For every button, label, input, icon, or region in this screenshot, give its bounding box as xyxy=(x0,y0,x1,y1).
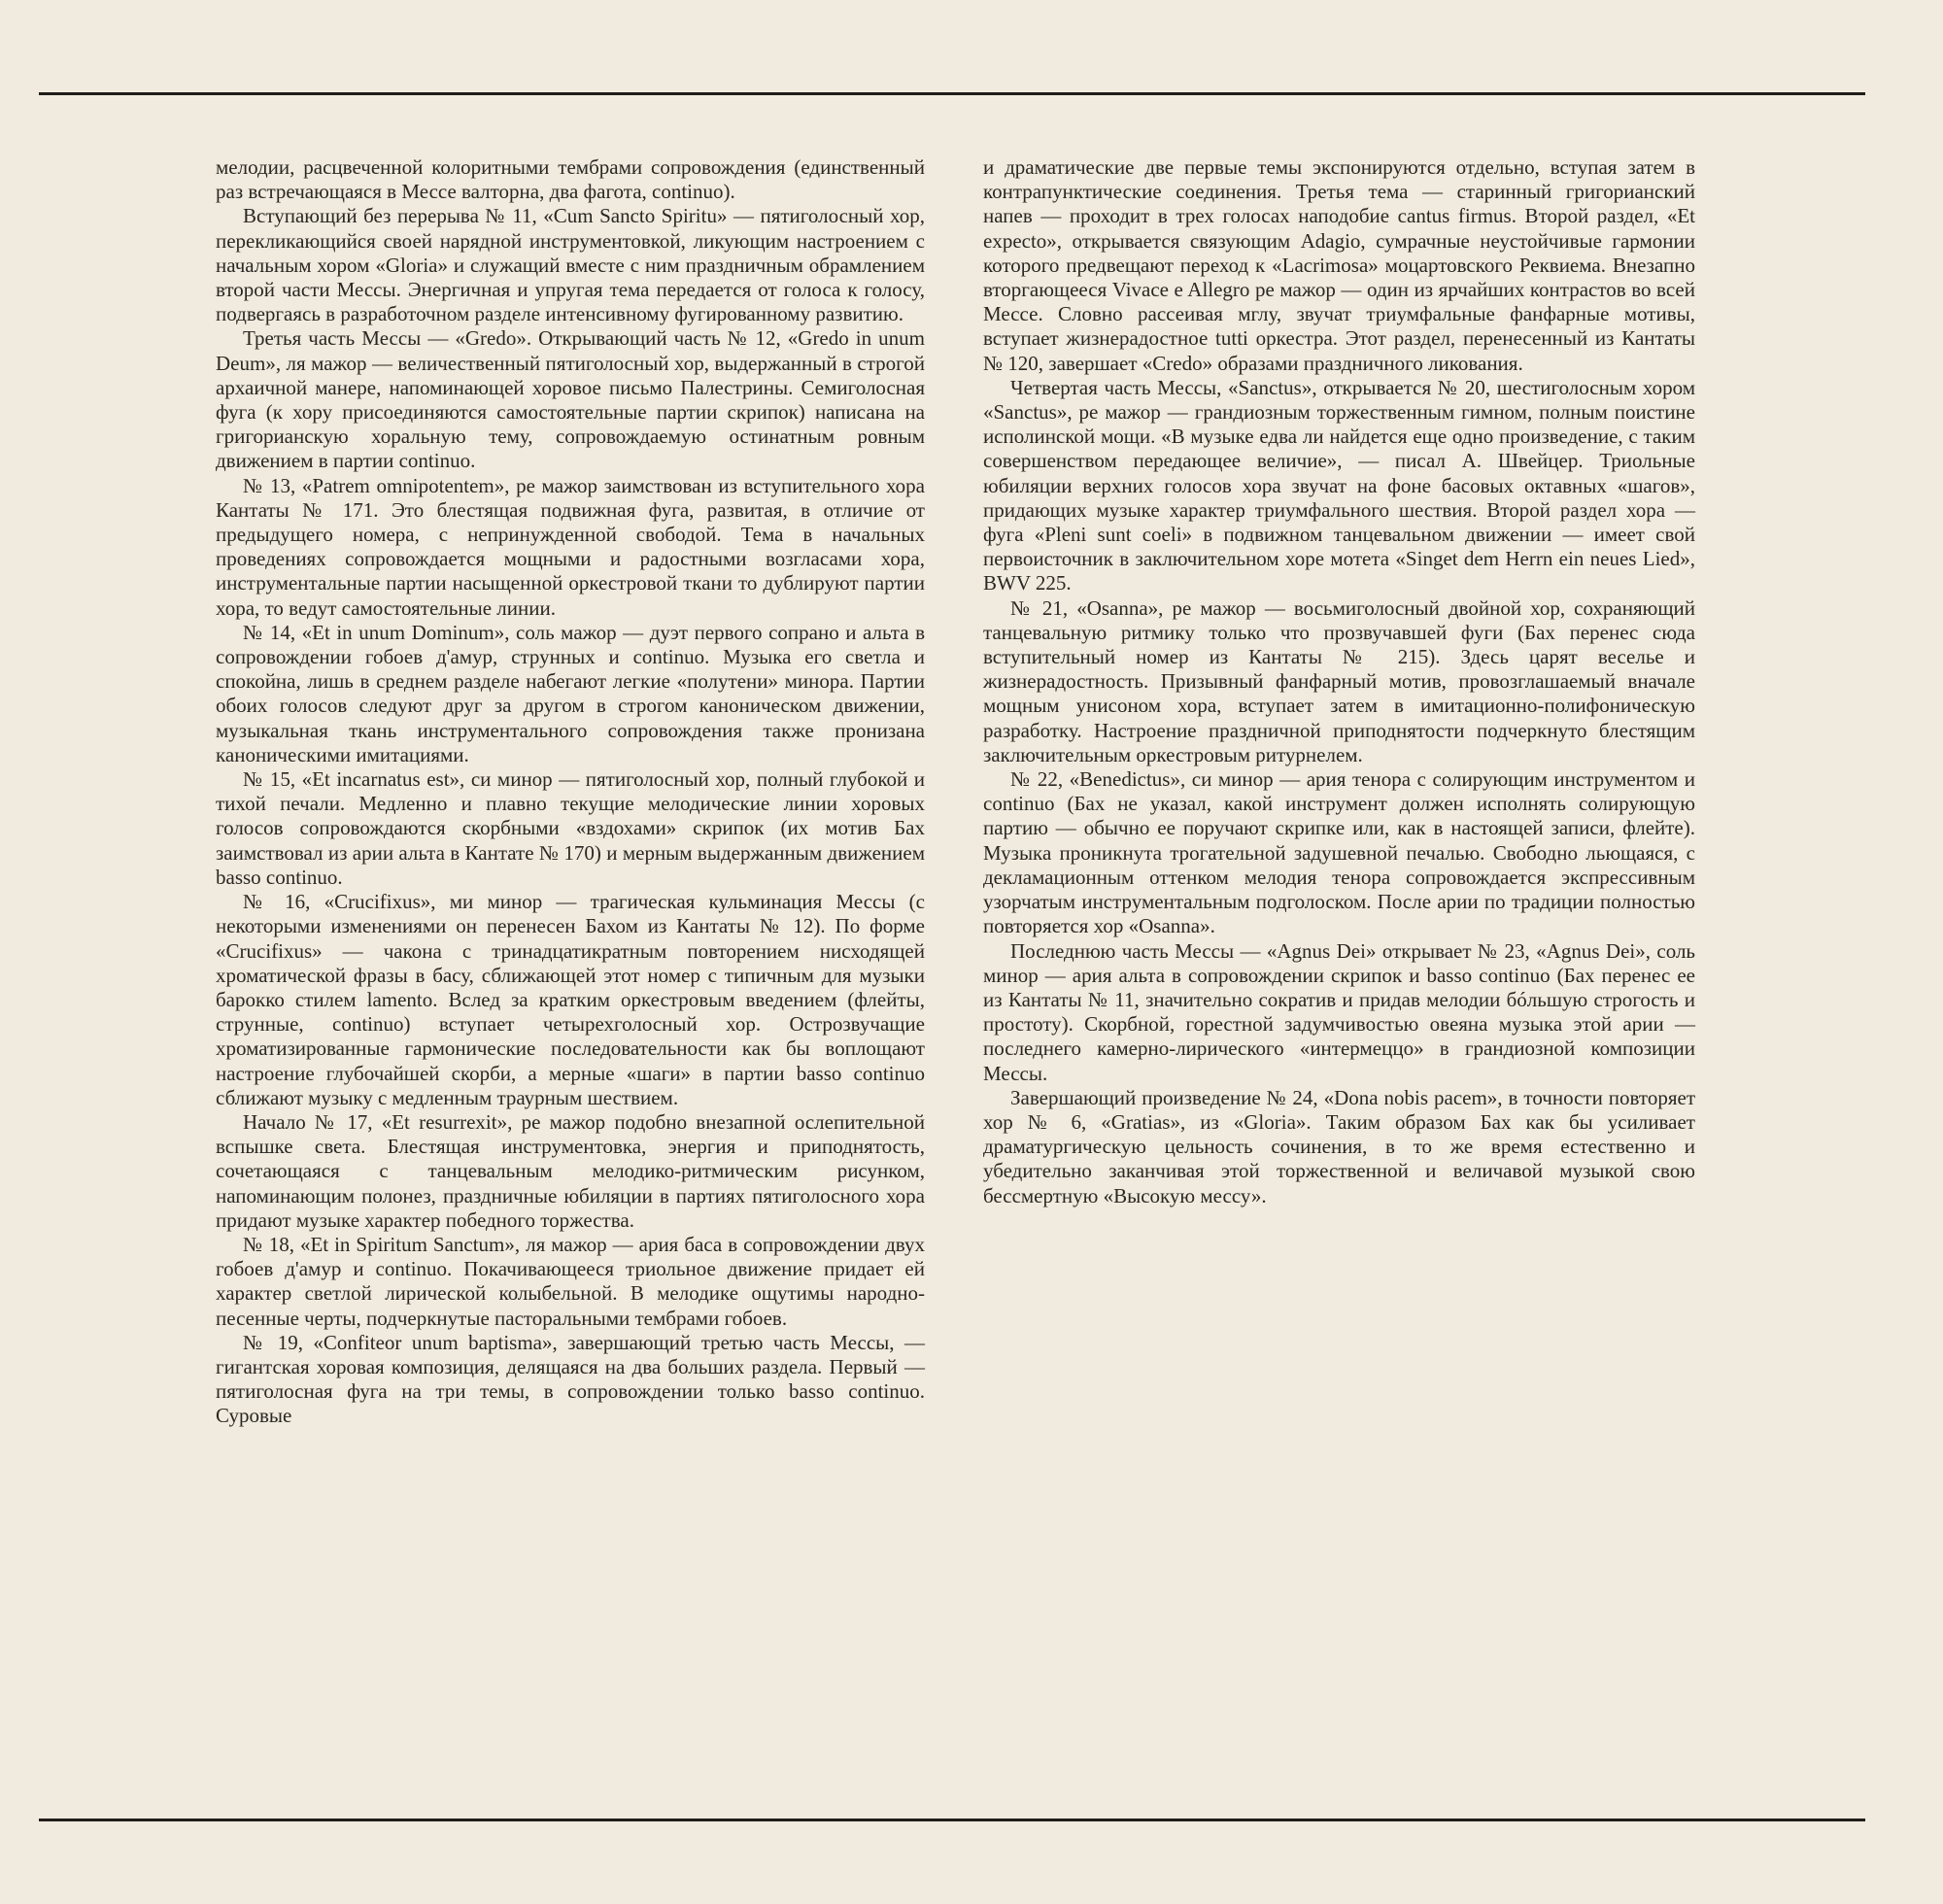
bottom-rule xyxy=(39,1819,1865,1821)
paragraph: Четвертая часть Мессы, «Sanctus», открывается № 20, шестиголосным хором «Sanctus», ре мажор — грандиозным торжественным гимном, полным поистине исполинской мощи. «В музыке едва ли найдется еще одно произведение, с таким совершенством передающее величие», — писал А. Швейцер. Триольные юбиляции верхних голосов хора звучат на фоне басовых октавных «шагов», придающих музыке характер триумфального шествия. Второй раздел хора — фуга «Pleni sunt coeli» в подвижном танцевальном движении — имеет свой первоисточник в заключительном хоре мотета «Singet dem Herrn ein neues Lied», BWV 225. xyxy=(983,375,1695,595)
paragraph: № 22, «Benedictus», си минор — ария тенора с солирующим инструментом и continuo (Бах не указал, какой инструмент должен исполнять солирующую партию — обычно ее поручают скрипке или, как в настоящей записи, флейте). Музыка проникнута трогательной задушевной печалью. Свободно льющаяся, с декламационным оттенком мелодия тенора сопровождается экспрессивным узорчатым инструментальным подголоском. После арии по традиции полностью повторяется хор «Osanna». xyxy=(983,767,1695,938)
paragraph: Вступающий без перерыва № 11, «Cum Sancto Spiritu» — пятиголосный хор, перекликающийся своей нарядной инструментовкой, ликующим настроением с начальным хором «Gloria» и служащий вместе с ним праздничным обрамлением второй части Мессы. Энергичная и упругая тема передается от голоса к голосу, подвергаясь в разработочном разделе интенсивному фугированному развитию. xyxy=(216,204,925,326)
top-rule xyxy=(39,92,1865,95)
right-text-column xyxy=(983,155,1695,1208)
paragraph: № 15, «Et incarnatus est», си минор — пятиголосный хор, полный глубокой и тихой печали. Медленно и плавно текущие мелодические линии хоровых голосов сопровождаются скорбными «вздохами» скрипок (их мотив Бах заимствовал из арии альта в Кантате № 170) и мерным выдержанным движением basso continuo. xyxy=(216,767,925,889)
paragraph: № 21, «Osanna», ре мажор — восьмиголосный двойной хор, сохраняющий танцевальную ритмику только что прозвучавшей фуги (Бах перенес сюда вступительный номер из Кантаты № 215). Здесь царят веселье и жизнерадостность. Призывный фанфарный мотив, провозглашаемый вначале мощным унисоном хора, вступает затем в имитационно-полифоническую разработку. Настроение праздничной приподнятости подчеркнуто блестящим заключительным оркестровым ритурнелем. xyxy=(983,595,1695,766)
paragraph: мелодии, расцвеченной колоритными тембрами сопровождения (единственный раз встречающаяся в Мессе валторна, два фагота, continuo). xyxy=(216,155,925,204)
paragraph: № 14, «Et in unum Dominum», соль мажор — дуэт первого сопрано и альта в сопровождении гобоев д'амур, струнных и continuo. Музыка его светла и спокойна, лишь в среднем разделе набегают легкие «полутени» минора. Партии обоих голосов следуют друг за другом в строгом каноническом движении, музыкальная ткань инструментального сопровождения также пронизана каноническими имитациями. xyxy=(216,620,925,766)
paragraph: Начало № 17, «Et resurrexit», ре мажор подобно внезапной ослепительной вспышке света. Блестящая инструментовка, энергия и приподнятость, сочетающаяся с танцевальным мелодико-ритмическим рисунком, напоминающим полонез, праздничные юбиляции в партиях пятиголосного хора придают музыке характер победного торжества. xyxy=(216,1109,925,1232)
paragraph: Последнюю часть Мессы — «Agnus Dei» открывает № 23, «Agnus Dei», соль минор — ария альта в сопровождении скрипок и basso continuo (Бах перенес ее из Кантаты № 11, значительно сократив и придав мелодии бóльшую строгость и простоту). Скорбной, горестной задумчивостью овеяна музыка этой арии — последнего камерно-лирического «интермеццо» в грандиозной композиции Мессы. xyxy=(983,938,1695,1085)
paragraph: № 16, «Crucifixus», ми минор — трагическая кульминация Мессы (с некоторыми изменениями он перенесен Бахом из Кантаты № 12). По форме «Crucifixus» — чакона с тринадцатикратным повторением нисходящей хроматической фразы в басу, сближающей этот номер с типичным для музыки барокко стилем lamento. Вслед за кратким оркестровым введением (флейты, струнные, continuo) вступает четырехголосный хор. Острозвучащие хроматизированные гармонические последовательности как бы воплощают настроение глубочайшей скорби, а мерные «шаги» в партии basso continuo сближают музыку с медленным траурным шествием. xyxy=(216,890,925,1109)
paragraph: № 19, «Confiteor unum baptisma», завершающий третью часть Мессы, — гигантская хоровая композиция, делящаяся на два больших раздела. Первый — пятиголосная фуга на три темы, в сопровождении только basso continuo. Суровые xyxy=(216,1330,925,1428)
paragraph: № 18, «Et in Spiritum Sanctum», ля мажор — ария баса в сопровождении двух гобоев д'амур и continuo. Покачивающееся триольное движение придает ей характер светлой лирической колыбельной. В мелодике ощутимы народно-песенные черты, подчеркнутые пасторальными тембрами гобоев. xyxy=(216,1232,925,1330)
paragraph: Завершающий произведение № 24, «Dona nobis pacem», в точности повторяет хор № 6, «Gratias», из «Gloria». Таким образом Бах как бы усиливает драматургическую цельность сочинения, в то же время естественно и убедительно заканчивая этой торжественной и величавой музыкой свою бессмертную «Высокую мессу». xyxy=(983,1085,1695,1207)
paragraph: № 13, «Patrem omnipotentem», ре мажор заимствован из вступительного хора Кантаты № 171. Это блестящая подвижная фуга, развитая, в отличие от предыдущего номера, с непринужденной свободой. Тема в начальных проведениях сопровождается мощными и радостными возгласами хора, инструментальные партии насыщенной оркестровой ткани то дублируют партии хора, то ведут самостоятельные линии. xyxy=(216,473,925,620)
paragraph: и драматические две первые темы экспонируются отдельно, вступая затем в контрапунктические соединения. Третья тема — старинный григорианский напев — проходит в трех голосах наподобие cantus firmus. Второй раздел, «Et expecto», открывается связующим Adagio, сумрачные неустойчивые гармонии которого предвещают переход к «Lacrimosa» моцартовского Реквиема. Внезапно вторгающееся Vivace e Allegro ре мажор — один из ярчайших контрастов во всей Мессе. Словно рассеивая мглу, звучат триумфальные фанфарные мотивы, вступает жизнерадостное tutti оркестра. Этот раздел, перенесенный из Кантаты № 120, завершает «Credo» образами праздничного ликования. xyxy=(983,155,1695,375)
left-text-column xyxy=(216,155,925,1429)
paragraph: Третья часть Мессы — «Gredo». Открывающий часть № 12, «Gredo in unum Deum», ля мажор — величественный пятиголосный хор, выдержанный в строгой архаичной манере, напоминающей хоровое письмо Палестрины. Семиголосная фуга (к хору присоединяются самостоятельные партии скрипок) написана на григорианскую хоральную тему, сопровождаемую остинатным ровным движением в партии continuo. xyxy=(216,326,925,473)
